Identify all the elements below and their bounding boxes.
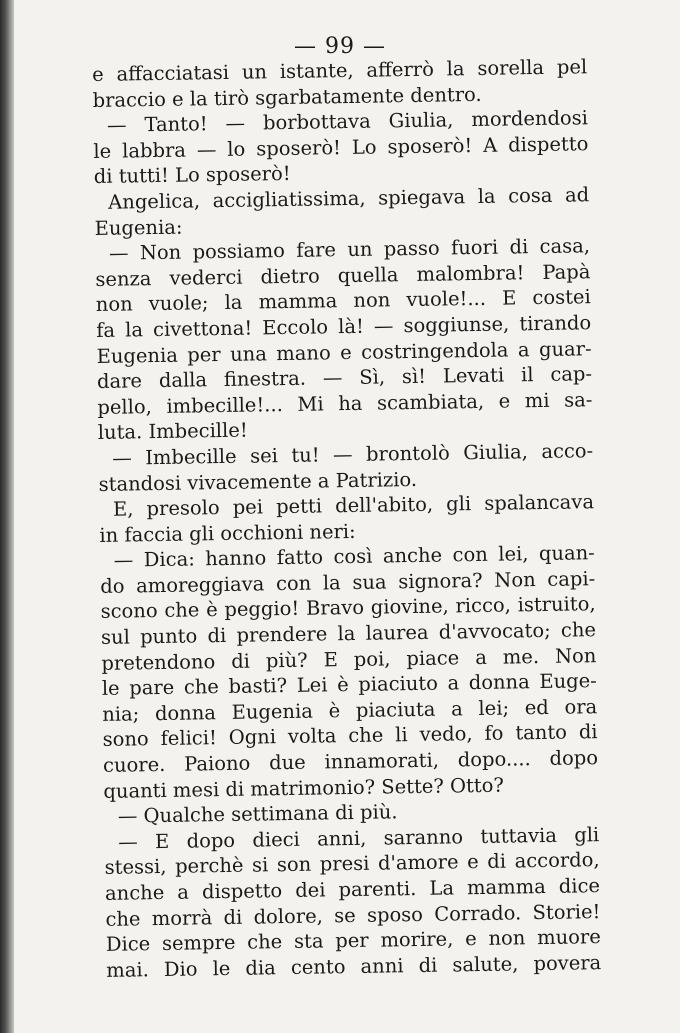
text-line: le labbra — lo sposerò! Lo sposerò! A dispetto <box>93 131 589 163</box>
text-line: in faccia gli occhioni neri: <box>99 519 356 547</box>
text-line: sono felici! Ogni volta che li vedo, fo tanto di <box>102 720 598 752</box>
text-line: dare dalla finestra. — Sì, sì! Levati il cap- <box>96 362 593 394</box>
text-line: E, presolo pei petti dell'abito, gli spalancava <box>112 490 595 521</box>
text-line: che morrà di dolore, se sposo Corrado. Storie! <box>105 899 601 931</box>
text-line: e affacciatasi un istante, afferrò la sorella pel <box>92 55 588 86</box>
text-line: Eugenia: <box>94 215 183 240</box>
text-line: fa la civettona! Eccolo là! — soggiunse, tirando <box>96 311 592 342</box>
text-line: pello, imbecille!... Mi ha scambiata, e mi sa- <box>97 387 593 419</box>
text-line: — Non possiamo fare un passo fuori di casa, <box>108 234 591 265</box>
text-line: senza vederci dietro quella malombra! Papà <box>95 259 591 291</box>
text-line: standosi vivacemente a Patrizio. <box>98 467 418 496</box>
text-line: cuore. Paiono due innamorati, dopo.... dopo <box>102 746 599 777</box>
text-line: stessi, perchè si son presi d'amore e di accordo, <box>104 848 600 880</box>
text-line: nia; donna Eugenia è piaciuta a lei; ed ora <box>102 694 598 726</box>
text-line: di tutti! Lo sposerò! <box>93 162 291 189</box>
text-line: do amoreggiava con la sua signora? Non capi- <box>100 567 596 598</box>
text-line: quanti mesi di matrimonio? Sette? Otto? <box>103 773 505 803</box>
text-line: scono che è peggio! Bravo giovine, ricco, istruito, <box>100 592 596 624</box>
text-line: non vuole; la mamma non vuole!... E costei <box>95 285 591 317</box>
page-left-edge-shadow <box>0 0 14 1033</box>
body-text <box>92 54 601 983</box>
text-line: — Dica: hanno fatto così anche con lei, quan- <box>113 541 595 572</box>
text-line: Dice sempre che sta per morire, e non muore <box>105 925 601 957</box>
text-line: — E dopo dieci anni, saranno tuttavia gli <box>118 822 600 854</box>
text-line: luta. Imbecille! <box>97 418 248 445</box>
text-line: mai. Dio le dia cento anni di salute, povera <box>106 950 602 982</box>
text-line: sul punto di prendere la laurea d'avvocato; che <box>100 618 597 649</box>
text-line: braccio e la tirò sgarbatamente dentro. <box>92 82 482 112</box>
text-line: — Imbecille sei tu! — brontolò Giulia, acco- <box>112 439 594 470</box>
text-line: anche a dispetto dei parenti. La mamma dice <box>104 874 601 905</box>
text-line: le pare che basti? Lei è piaciuto a donna Euge- <box>101 669 597 701</box>
text-line: — Tanto! — borbottava Giulia, mordendosi <box>106 106 589 137</box>
text-line: Eugenia per una mano e costringendola a guar- <box>96 336 592 368</box>
text-line: — Qualche settimana di più. <box>117 800 398 828</box>
text-line: Angelica, accigliatissima, spiegava la cosa ad <box>108 183 590 214</box>
page-number: — 99 — <box>294 34 386 59</box>
text-line: pretendono di più? E poi, piace a me. Non <box>101 643 597 675</box>
